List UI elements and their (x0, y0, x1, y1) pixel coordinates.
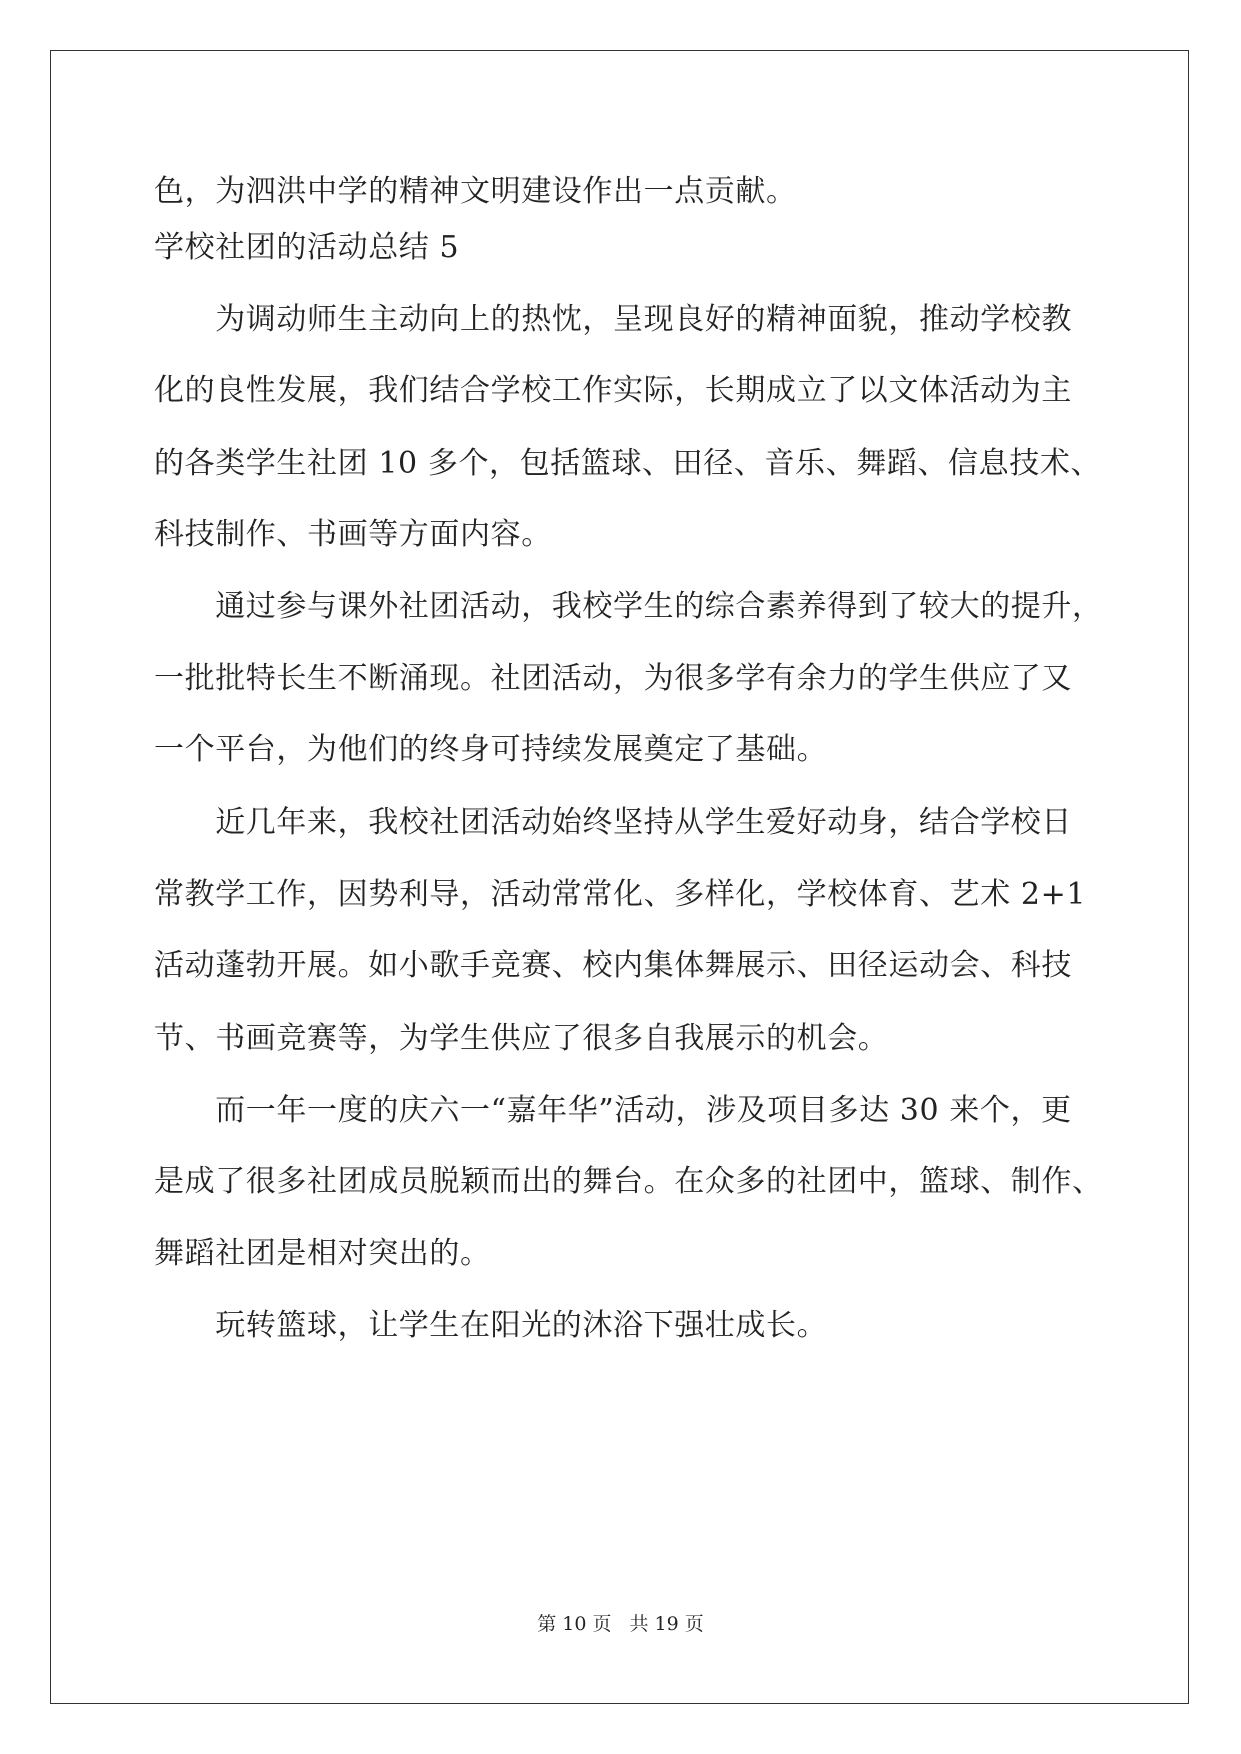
text-line: 舞蹈社团是相对突出的。 (154, 1236, 491, 1271)
text-line: 节、书画竞赛等，为学生供应了很多自我展示的机会。 (154, 1021, 889, 1056)
page-number-total: 共 19 页 (629, 1613, 704, 1635)
text-line: 科技制作、书画等方面内容。 (154, 517, 552, 552)
text-line: 常教学工作，因势利导，活动常常化、多样化，学校体育、艺术 2+1 (154, 877, 1087, 912)
text-line: 色，为泗洪中学的精神文明建设作出一点贡献。 (154, 174, 797, 209)
text-line: 为调动师生主动向上的热忱，呈现良好的精神面貌，推动学校教 (154, 302, 1072, 337)
text-line: 的各类学生社团 10 多个，包括篮球、田径、音乐、舞蹈、信息技术、 (154, 446, 1102, 481)
text-line: 一个平台，为他们的终身可持续发展奠定了基础。 (154, 732, 828, 767)
section-heading: 学校社团的活动总结 5 (154, 230, 460, 265)
text-line: 活动蓬勃开展。如小歌手竞赛、校内集体舞展示、田径运动会、科技 (154, 948, 1072, 983)
page-number-current: 第 10 页 (537, 1613, 612, 1635)
text-line: 一批批特长生不断涌现。社团活动，为很多学有余力的学生供应了又 (154, 661, 1072, 696)
page-footer (0, 1615, 1241, 1634)
text-line: 是成了很多社团成员脱颖而出的舞台。在众多的社团中，篮球、制作、 (154, 1164, 1103, 1199)
text-line: 化的良性发展，我们结合学校工作实际，长期成立了以文体活动为主 (154, 373, 1072, 408)
text-line: 玩转篮球，让学生在阳光的沐浴下强壮成长。 (154, 1308, 828, 1343)
text-line: 而一年一度的庆六一“嘉年华”活动，涉及项目多达 30 来个，更 (154, 1093, 1072, 1128)
text-line: 近几年来，我校社团活动始终坚持从学生爱好动身，结合学校日 (154, 805, 1072, 840)
text-line: 通过参与课外社团活动，我校学生的综合素养得到了较大的提升， (154, 589, 1103, 624)
